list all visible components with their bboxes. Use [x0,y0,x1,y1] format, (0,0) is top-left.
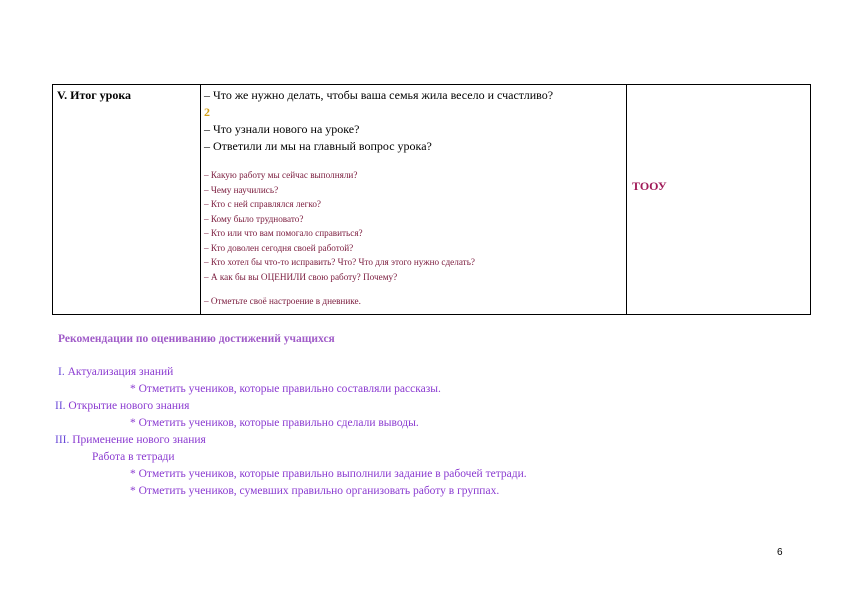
recommendations-title: Рекомендации по оцениванию достижений учащихся [58,333,335,345]
section-heading [55,432,798,449]
question-number: 2 [204,105,210,119]
lesson-table [52,84,811,315]
section-title: Открытие нового знания [65,400,190,412]
section-heading [58,364,798,381]
reflection-questions [204,168,626,311]
question-line: – Что же нужно делать, чтобы ваша семья жила весело и счастливо? [204,88,554,102]
page-number: 6 [777,547,783,558]
section-numeral: III. [55,434,70,446]
reflection-question: – Отметьте своё настроение в дневнике. [204,296,361,306]
section-item: * Отметить учеников, которые правильно сделали выводы. [130,417,419,429]
reflection-question: – А как бы вы ОЦЕНИЛИ свою работу? Почему? [204,271,398,282]
question-line: – Что узнали нового на уроке? [204,122,360,136]
reflection-question: – Чему научились? [204,184,279,195]
questions-cell [201,85,627,315]
stage-title: V. Итог урока [57,88,132,102]
reflection-question: – Кто доволен сегодня своей работой? [204,242,354,253]
section-item: * Отметить учеников, которые правильно составляли рассказы. [130,383,441,395]
side-note-cell [627,85,811,315]
reflection-question: – Кому было трудновато? [204,213,304,224]
reflection-question: – Кто или что вам помогало справиться? [204,228,363,238]
reflection-question: – Какую работу мы сейчас выполняли? [204,170,358,180]
section-numeral: I. [58,366,65,378]
section-item: * Отметить учеников, сумевших правильно организовать работу в группах. [130,485,500,497]
section-item: * Отметить учеников, которые правильно выполнили задание в рабочей тетради. [130,468,527,480]
reflection-question: – Кто хотел бы что-то исправить? Что? Что для этого нужно сделать? [204,257,475,267]
section-title: Актуализация знаний [64,366,174,378]
question-line: – Ответили ли мы на главный вопрос урока? [204,139,432,153]
section-title: Применение нового знания [69,434,206,446]
recommendations [55,333,798,500]
stage-cell [53,85,201,315]
section-numeral: II. [55,400,66,412]
section-subheading: Работа в тетради [92,451,175,463]
reflection-question: – Кто с ней справлялся легко? [204,199,322,209]
section-heading [55,398,798,415]
side-note: ТООУ [632,179,667,193]
